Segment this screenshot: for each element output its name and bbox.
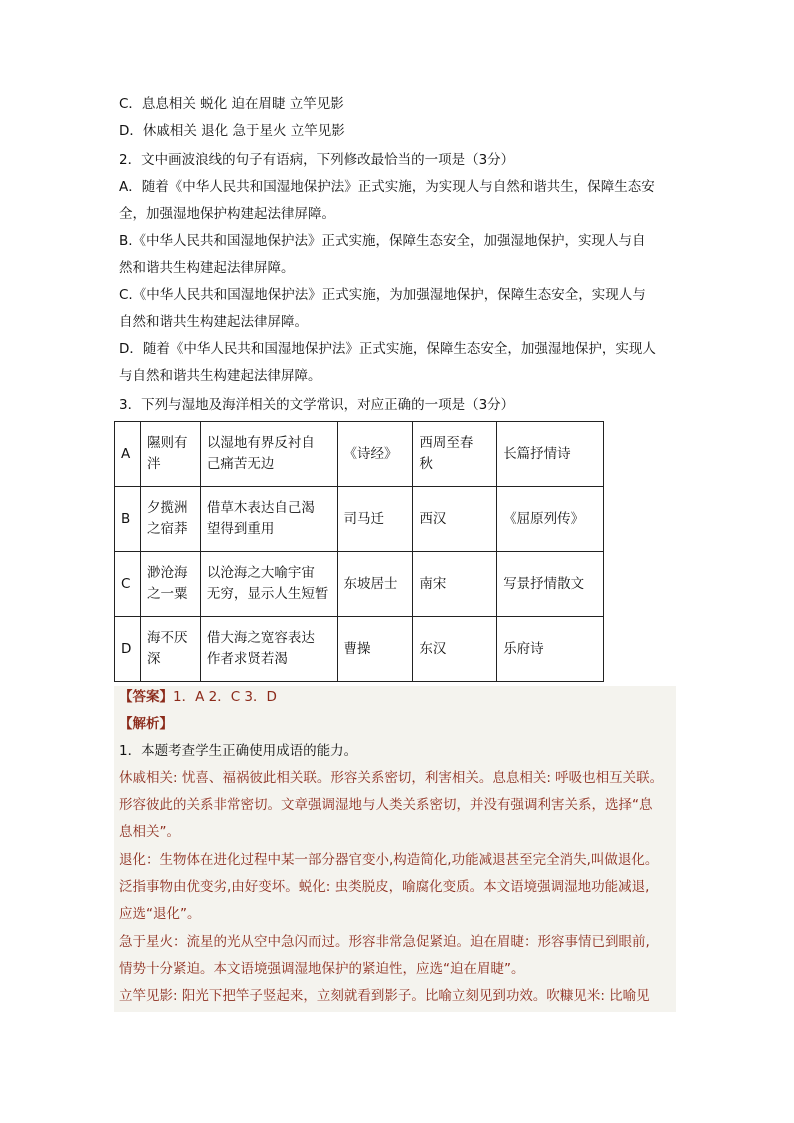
analysis-line: 息相关”。 (119, 824, 180, 840)
analysis-line: 休戚相关: 忧喜、福祸彼此相关联。形容关系密切，利害相关。息息相关: 呼吸也相互关联。 (119, 770, 664, 786)
analysis-line: 退化：生物体在进化过程中某一部分器官变小,构造简化,功能减退甚至完全消失,叫做退化。 (119, 852, 659, 868)
cell-meaning: 借大海之宽容表达 作者求贤若渴 (200, 617, 337, 682)
answer-text: 1．A 2．C 3．D (173, 689, 277, 705)
table-row (115, 487, 604, 552)
cell-era: 西汉 (413, 487, 497, 552)
q2-stem: 2．文中画波浪线的句子有语病，下列修改最恰当的一项是（3分） (119, 152, 515, 168)
answer-line (119, 687, 277, 707)
table-row (115, 422, 604, 487)
cell-author: 《诗经》 (337, 422, 413, 487)
analysis-line: 泛指事物由优变劣,由好变坏。蜕化: 虫类脱皮，喻腐化变质。本文语境强调湿地功能减退, (119, 879, 650, 895)
analysis-line: 应选“退化”。 (119, 906, 201, 922)
answer-analysis-box (114, 686, 676, 1012)
cell-phrase: 渺沧海 之一粟 (140, 552, 200, 617)
option-d: D．休戚相关 退化 急于星火 立竿见影 (119, 123, 345, 139)
q2-choice-b-line1: B.《中华人民共和国湿地保护法》正式实施，保障生态安全，加强湿地保护，实现人与自 (119, 233, 646, 249)
cell-genre: 写景抒情散文 (497, 552, 604, 617)
cell-genre: 《屈原列传》 (497, 487, 604, 552)
cell-genre: 乐府诗 (497, 617, 604, 682)
option-c: C．息息相关 蜕化 迫在眉睫 立竿见影 (119, 96, 344, 112)
q2-choice-b-line2: 然和谐共生构建起法律屏障。 (119, 260, 295, 276)
analysis-label: 【解析】 (119, 716, 173, 732)
q3-table (114, 421, 604, 682)
cell-meaning: 以湿地有界反衬自 己痛苦无边 (200, 422, 337, 487)
cell-genre: 长篇抒情诗 (497, 422, 604, 487)
row-label: D (115, 617, 141, 682)
q2-choice-a-line1: A．随着《中华人民共和国湿地保护法》正式实施，为实现人与自然和谐共生，保障生态安 (119, 179, 655, 195)
table-row (115, 552, 604, 617)
q2-choice-d-line2: 与自然和谐共生构建起法律屏障。 (119, 368, 322, 384)
cell-era: 南宋 (413, 552, 497, 617)
cell-author: 曹操 (337, 617, 413, 682)
cell-era: 西周至春 秋 (413, 422, 497, 487)
analysis-line: 形容彼此的关系非常密切。文章强调湿地与人类关系密切，并没有强调利害关系，选择“息 (119, 797, 653, 813)
q2-choice-d-line1: D．随着《中华人民共和国湿地保护法》正式实施，保障生态安全，加强湿地保护，实现人 (119, 341, 656, 357)
table-row (115, 617, 604, 682)
cell-phrase: 海不厌 深 (140, 617, 200, 682)
analysis-line: 急于星火：流星的光从空中急闪而过。形容非常急促紧迫。迫在眉睫：形容事情已到眼前, (119, 934, 650, 950)
cell-author: 东坡居士 (337, 552, 413, 617)
cell-phrase: 夕揽洲 之宿莽 (140, 487, 200, 552)
row-label: C (115, 552, 141, 617)
cell-phrase: 隰则有 泮 (140, 422, 200, 487)
cell-era: 东汉 (413, 617, 497, 682)
row-label: A (115, 422, 141, 487)
cell-meaning: 借草木表达自己渴 望得到重用 (200, 487, 337, 552)
q2-choice-c-line1: C.《中华人民共和国湿地保护法》正式实施，为加强湿地保护，保障生态安全，实现人与 (119, 287, 646, 303)
row-label: B (115, 487, 141, 552)
analysis-intro: 1．本题考查学生正确使用成语的能力。 (119, 743, 358, 759)
cell-author: 司马迁 (337, 487, 413, 552)
analysis-line: 情势十分紧迫。本文语境强调湿地保护的紧迫性，应选“迫在眉睫”。 (119, 961, 525, 977)
q2-choice-a-line2: 全，加强湿地保护构建起法律屏障。 (119, 206, 335, 222)
answer-label: 【答案】 (119, 689, 173, 705)
cell-meaning: 以沧海之大喻宇宙 无穷，显示人生短暂 (200, 552, 337, 617)
q3-stem: 3．下列与湿地及海洋相关的文学常识，对应正确的一项是（3分） (119, 397, 515, 413)
q2-choice-c-line2: 自然和谐共生构建起法律屏障。 (119, 314, 308, 330)
analysis-line: 立竿见影: 阳光下把竿子竖起来，立刻就看到影子。比喻立刻见到功效。吹糠见米: 比喻见 (119, 988, 650, 1004)
